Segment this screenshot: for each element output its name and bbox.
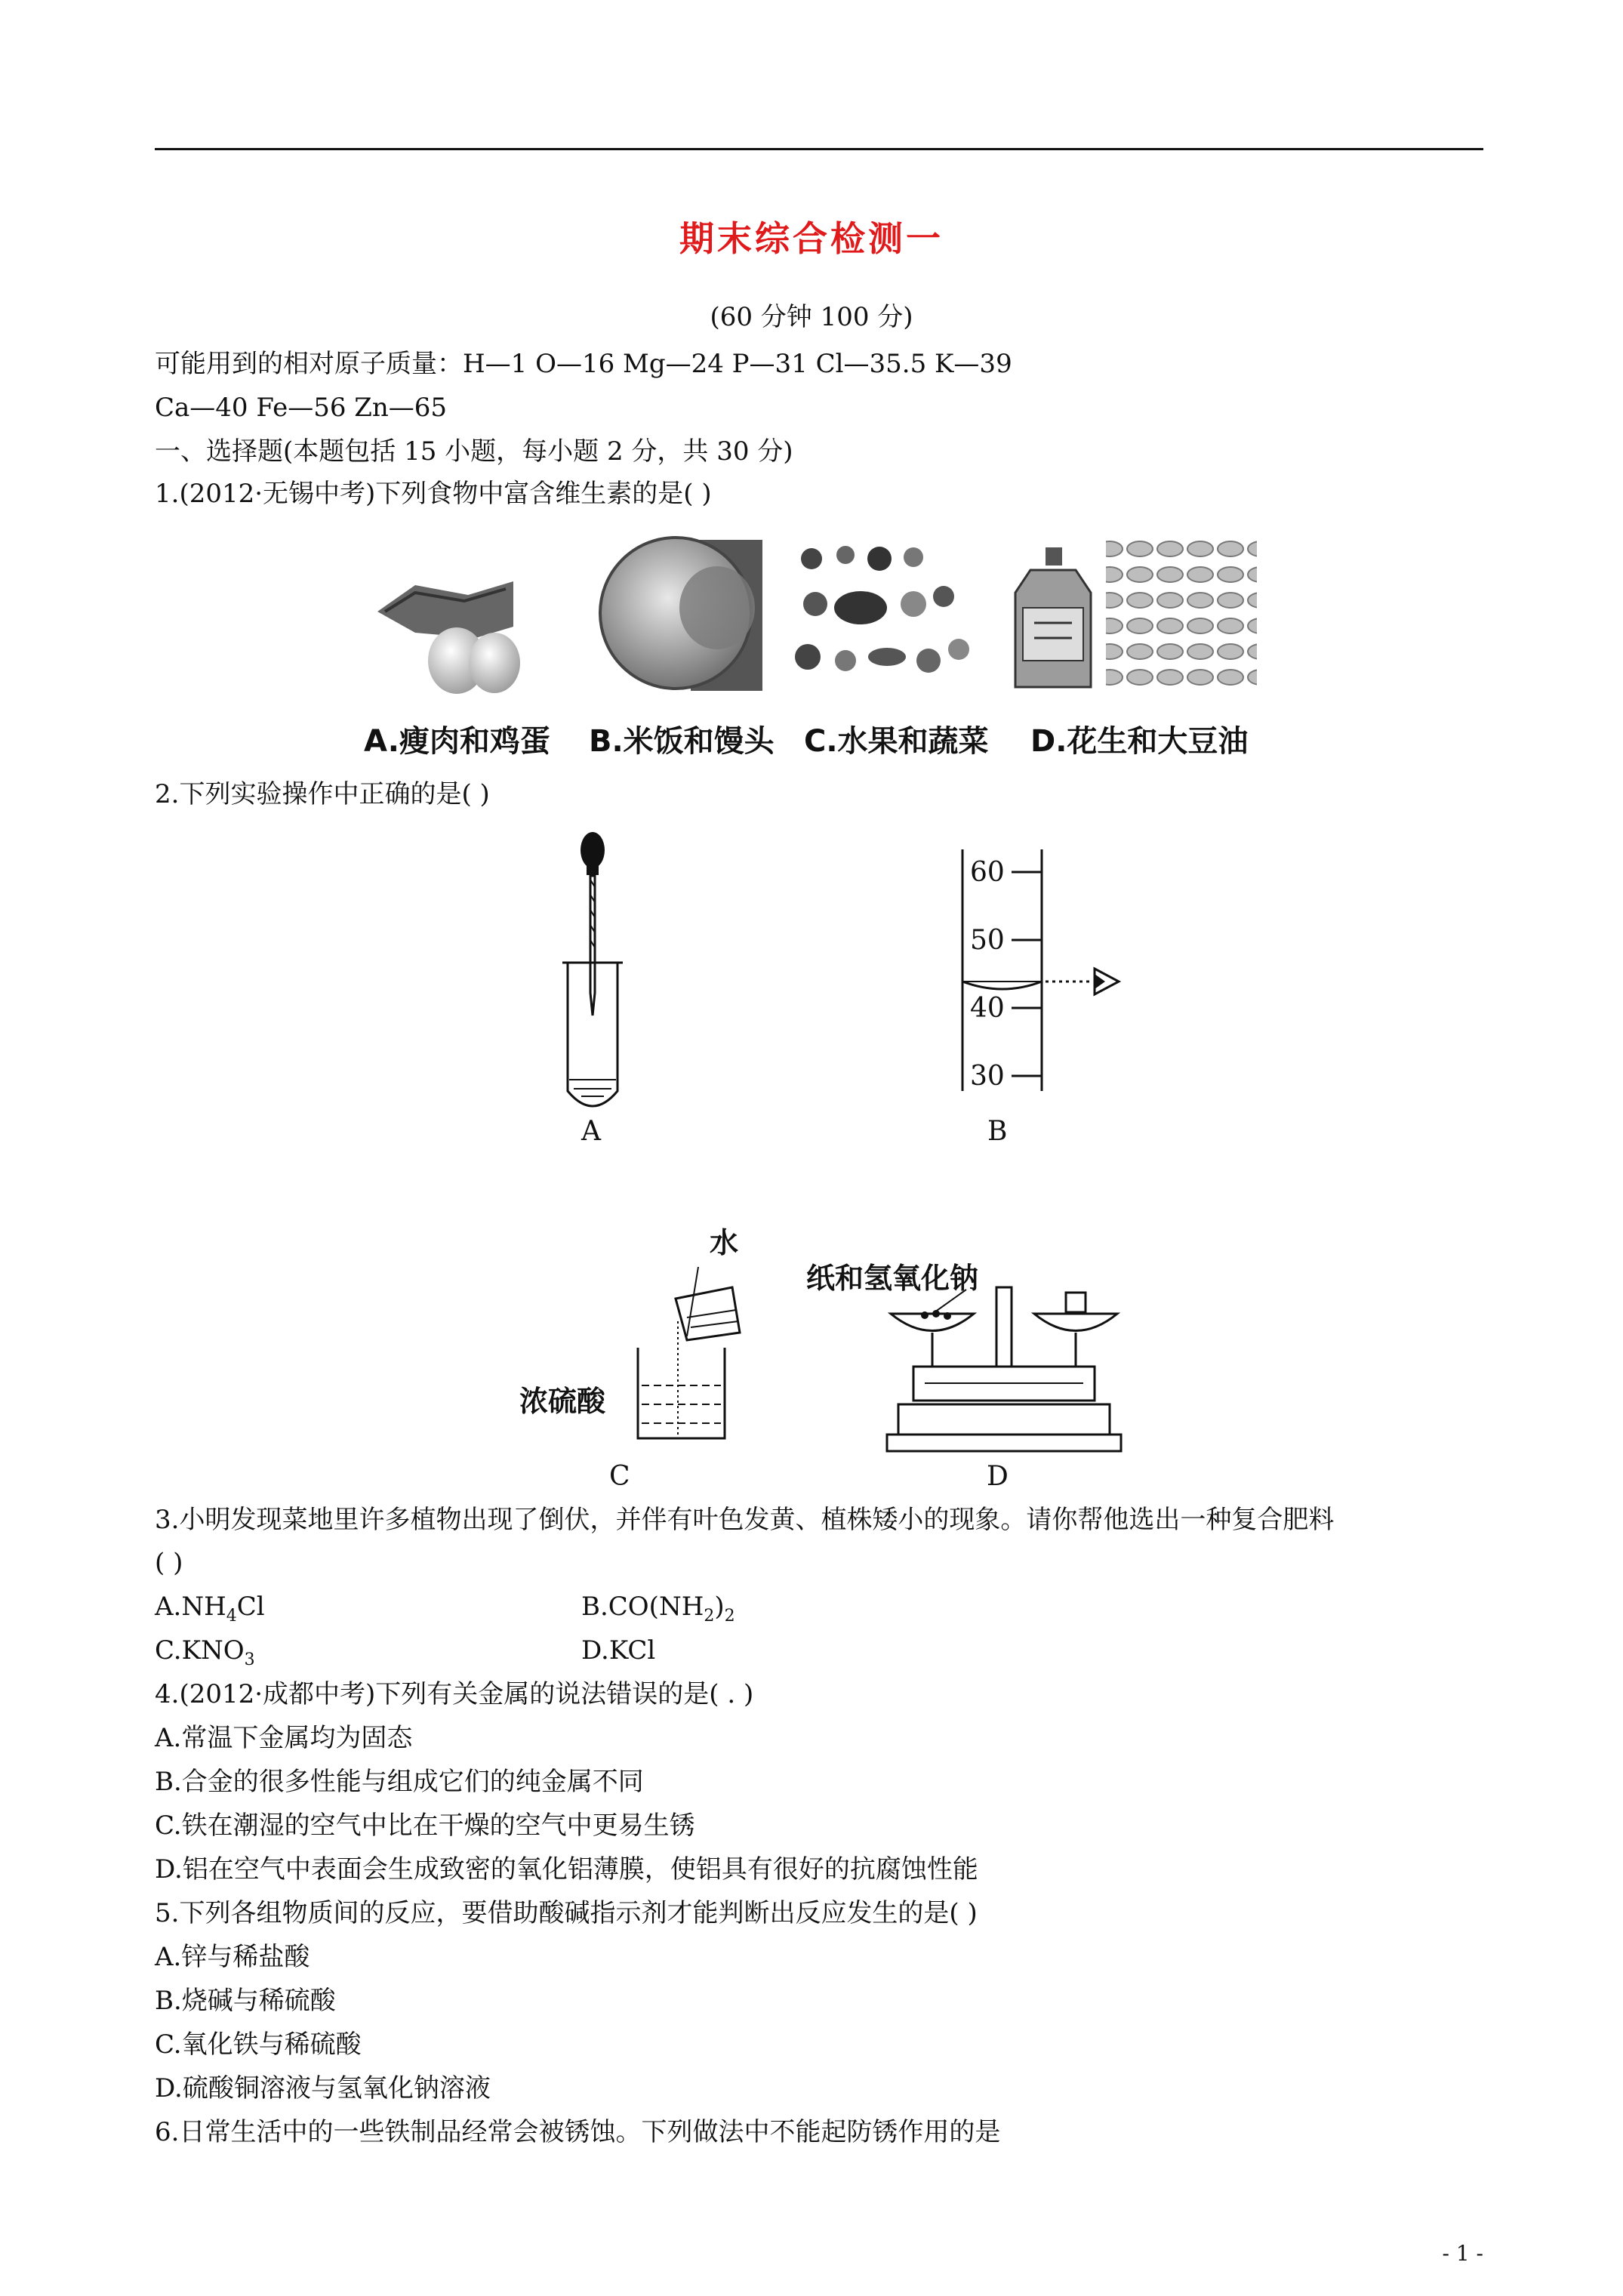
- q2-fig-d-sample-label: 纸和氢氧化钠: [806, 1262, 979, 1295]
- q4-option-c: C.铁在潮湿的空气中比在干燥的空气中更易生锈: [155, 1811, 695, 1841]
- q5-option-d: D.硫酸铜溶液与氢氧化钠溶液: [155, 2073, 491, 2103]
- q2-fig-b-tick-50: 50: [970, 925, 1005, 956]
- fruit-vegetable-image: [795, 546, 969, 673]
- q5-option-c: C.氧化铁与稀硫酸: [155, 2029, 362, 2060]
- q4-stem: 4.(2012·成都中考)下列有关金属的说法错误的是( . ): [155, 1679, 754, 1709]
- q2-fig-c-label: C: [609, 1461, 630, 1492]
- q2-fig-b-label: B: [987, 1116, 1008, 1147]
- q1-caption-d: D.花生和大豆油: [1030, 724, 1249, 759]
- q5-stem: 5.下列各组物质间的反应，要借助酸碱指示剂才能判断出反应发生的是( ): [155, 1898, 978, 1928]
- page-number: - 1 -: [1442, 2241, 1483, 2266]
- section-heading: 一、选择题(本题包括 15 小题，每小题 2 分，共 30 分): [155, 436, 793, 467]
- oil-bottle-image: [1015, 547, 1091, 687]
- q2-fig-c-dilution: [627, 1246, 778, 1442]
- q3-option-d: D.KCl: [581, 1635, 656, 1666]
- q1-food-images: [370, 536, 1261, 702]
- q4-option-d: D.铝在空气中表面会生成致密的氧化铝薄膜，使铝具有很好的抗腐蚀性能: [155, 1854, 978, 1885]
- q2-fig-d-balance: [883, 1284, 1125, 1457]
- q1-caption-c: C.水果和蔬菜: [804, 724, 989, 759]
- q2-fig-d-label: D: [987, 1461, 1009, 1492]
- q3-stem-2: ( ): [155, 1548, 183, 1578]
- q1-caption-a: A.瘦肉和鸡蛋: [364, 724, 550, 759]
- q2-fig-b-tick-30: 30: [970, 1061, 1005, 1092]
- q3-option-b: $B.CO(NH_2)_2$: [581, 1592, 735, 1626]
- peanut-image: [1106, 540, 1257, 691]
- atomic-mass-line-2: Ca—40 Fe—56 Zn—65: [155, 393, 448, 423]
- q5-option-a: A.锌与稀盐酸: [155, 1942, 310, 1972]
- q2-stem: 2.下列实验操作中正确的是( ): [155, 779, 490, 809]
- q6-stem: 6.日常生活中的一些铁制品经常会被锈蚀。下列做法中不能起防锈作用的是: [155, 2117, 1001, 2147]
- q5-option-b: B.烧碱与稀硫酸: [155, 1986, 336, 2016]
- rice-bun-image: [600, 538, 762, 691]
- q2-fig-b-tick-40: 40: [970, 993, 1005, 1024]
- header-rule: [155, 148, 1483, 150]
- q4-option-a: A.常温下金属均为固态: [155, 1723, 413, 1753]
- q2-fig-c-acid-label: 浓硫酸: [519, 1385, 606, 1418]
- q2-fig-b-tick-60: 60: [970, 857, 1005, 888]
- q2-fig-a-label: A: [581, 1116, 601, 1147]
- q3-option-a: $A.NH_4Cl$: [155, 1592, 265, 1626]
- q4-option-b: B.合金的很多性能与组成它们的纯金属不同: [155, 1767, 644, 1797]
- q1-stem: 1.(2012·无锡中考)下列食物中富含维生素的是( ): [155, 479, 712, 509]
- q2-fig-a-dropper: [551, 831, 642, 1117]
- page-title: 期末综合检测一: [679, 218, 944, 259]
- q2-fig-c-water-label: 水: [710, 1226, 739, 1259]
- atomic-mass-line-1: 可能用到的相对原子质量：H—1 O—16 Mg—24 P—31 Cl—35.5 K—39: [155, 349, 1012, 379]
- lean-meat-egg-image: [377, 581, 520, 694]
- q3-stem-1: 3.小明发现菜地里许多植物出现了倒伏，并伴有叶色发黄、植株矮小的现象。请你帮他选出一种复合肥料: [155, 1505, 1335, 1535]
- q3-option-c: $C.KNO_3$: [155, 1635, 255, 1669]
- exam-duration-score: (60 分钟 100 分): [710, 302, 913, 332]
- q1-caption-b: B.米饭和馒头: [589, 724, 775, 759]
